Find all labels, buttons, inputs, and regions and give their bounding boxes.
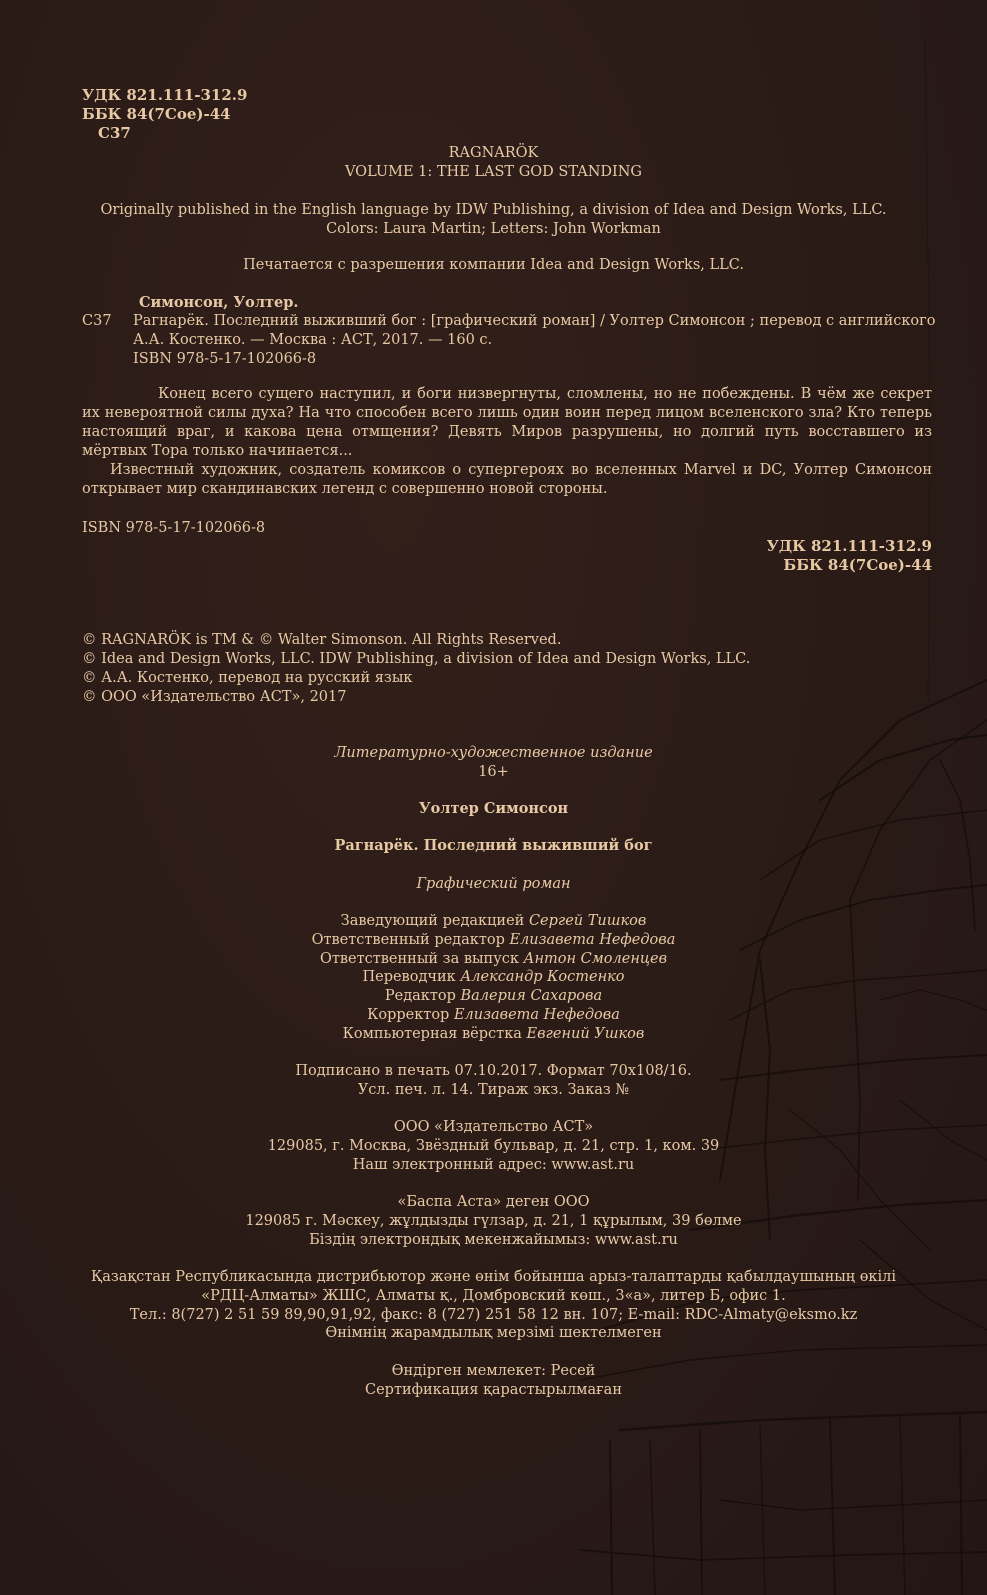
bib-description-line2: А.А. Костенко. — Москва : АСТ, 2017. — 160 с. (133, 332, 493, 348)
bbk-code: ББК 84(7Сое)-44 (82, 105, 231, 123)
distributor-line-2: «РДЦ-Алматы» ЖШС, Алматы қ., Домбровский көш., 3«а», литер Б, офис 1. (201, 1287, 786, 1304)
bib-code: С37 (82, 313, 112, 329)
credit-layout: Компьютерная вёрстка Евгений Ушков (342, 1025, 645, 1042)
publisher-kz-name: «Баспа Аста» деген ООО (397, 1194, 590, 1210)
book-genre: Графический роман (416, 876, 571, 892)
bib-description-line1: Рагнарёк. Последний выживший бог : [графический роман] / Уолтер Симонсон ; перевод с английского (133, 313, 936, 329)
origin-block (0, 1362, 987, 1400)
copyright-line-4: © ООО «Издательство АСТ», 2017 (82, 689, 347, 705)
edition-type: Литературно-художественное издание (334, 745, 653, 761)
isbn-line: ISBN 978-5-17-102066-8 (82, 520, 266, 536)
udk-code: УДК 821.111-312.9 (82, 86, 248, 104)
publisher-web: Наш электронный адрес: www.ast.ru (352, 1156, 635, 1173)
certification-note: Сертификация қарастырылмаған (364, 1381, 622, 1398)
print-volume-line: Усл. печ. л. 14. Тираж экз. Заказ № (357, 1081, 630, 1098)
originally-published-line: Originally published in the English language by IDW Publishing, a division of Idea and Design Works, LLC. (100, 202, 887, 218)
credit-translator: Переводчик Александр Костенко (362, 969, 625, 986)
credit-proofreader: Корректор Елизавета Нефедова (367, 1006, 620, 1023)
author-name: Уолтер Симонсон (418, 800, 569, 817)
publisher-kz-address: 129085 г. Мәскеу, жұлдызды гүлзар, д. 21, 1 құрылым, 39 бөлме (245, 1212, 742, 1229)
original-title-block (0, 144, 987, 182)
distributor-line-1: Қазақстан Республикасында дистрибьютор және өнім бойынша арыз-талаптарды қабылдаушының өкілі (91, 1269, 896, 1285)
country-of-origin: Өндірген мемлекет: Ресей (391, 1363, 596, 1379)
annotation-paragraph-2: Известный художник, создатель комиксов о супергероях во вселенных Marvel и DC, Уолтер Симонсон открывает мир скандинавских легенд с совершенно новой стороны. (82, 462, 932, 497)
bib-isbn: ISBN 978-5-17-102066-8 (133, 351, 317, 367)
publisher-kz-block (0, 1193, 987, 1249)
credit-responsible-editor: Ответственный редактор Елизавета Нефедова (311, 931, 676, 948)
distributor-line-3: Тел.: 8(727) 2 51 59 89,90,91,92, факс: 8 (727) 251 58 12 вн. 107; E-mail: RDC-Almaty@eksmo.kz (129, 1306, 858, 1323)
original-series-title: RAGNARÖK (448, 145, 539, 161)
copyright-block (82, 631, 750, 707)
publisher-kz-web: Біздің электрондық мекенжайымыз: www.ast.ru (309, 1231, 678, 1248)
publisher-address: 129085, г. Москва, Звёздный бульвар, д. 21, стр. 1, ком. 39 (267, 1137, 720, 1154)
book-title: Рагнарёк. Последний выживший бог (334, 837, 653, 854)
annotation (82, 385, 932, 499)
credits-block (0, 912, 987, 1044)
original-volume-title: VOLUME 1: THE LAST GOD STANDING (344, 163, 643, 180)
colors-letters-line: Colors: Laura Martin; Letters: John Workman (326, 220, 661, 237)
copyright-line-1: © RAGNARÖK is TM & © Walter Simonson. All Rights Reserved. (82, 632, 562, 648)
bib-author: Симонсон, Уолтер. (139, 294, 299, 311)
edition-type-block (0, 744, 987, 782)
permission-line: Печатается с разрешения компании Idea and Design Works, LLC. (243, 257, 744, 273)
print-info-block (0, 1062, 987, 1100)
copyright-line-3: © А.А. Костенко, перевод на русский язык (82, 670, 413, 686)
original-publication-note (0, 201, 987, 239)
distributor-line-4: Өнімнің жарамдылық мерзімі шектелмеген (325, 1325, 662, 1342)
annotation-paragraph-1: Конец всего сущего наступил, и боги низвергнуты, сломлены, но не побеждены. В чём же секрет их невероятной силы духа? На что способен всего лишь один воин перед лицом вселенского зла? Кто теперь настоящий враг, и какова цена отмщения? Девять Миров разрушены, но долгий путь восставшего из мёртвых Тора только начинается... (82, 386, 932, 459)
bbk-code-bottom: ББК 84(7Сое)-44 (783, 556, 932, 574)
age-rating: 16+ (478, 763, 509, 780)
credit-editor: Редактор Валерия Сахарова (384, 988, 603, 1005)
credit-editor-in-chief: Заведующий редакцией Сергей Тишков (340, 913, 647, 929)
copyright-line-2: © Idea and Design Works, LLC. IDW Publishing, a division of Idea and Design Works, LLC. (82, 651, 751, 667)
distributor-block (0, 1268, 987, 1343)
udk-bbk-block-top (82, 86, 247, 143)
credit-release-manager: Ответственный за выпуск Антон Смоленцев (319, 950, 668, 967)
udk-code-bottom: УДК 821.111-312.9 (766, 537, 932, 555)
publisher-block (0, 1118, 987, 1174)
bibliographic-record (82, 293, 935, 369)
udk-bbk-block-bottom (767, 537, 932, 575)
print-signed-line: Подписано в печать 07.10.2017. Формат 70x108/16. (295, 1063, 692, 1079)
publisher-name: ООО «Издательство АСТ» (393, 1119, 594, 1135)
author-mark: С37 (98, 124, 131, 142)
permission-note (0, 256, 987, 275)
